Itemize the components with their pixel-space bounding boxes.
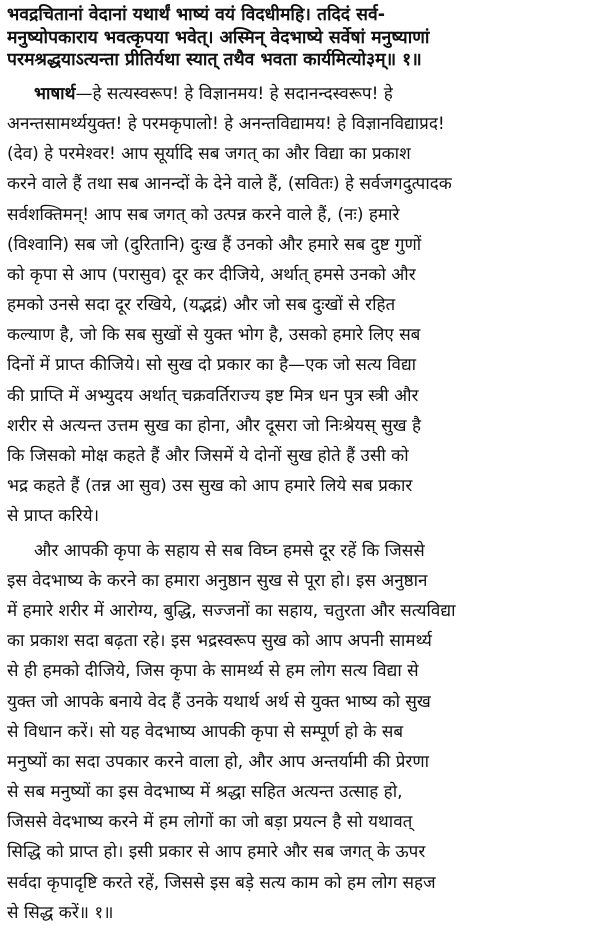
paragraph-line: कि जिसको मोक्ष कहते हैं और जिसमें ये दोनों सुख होते हैं उसी को (7, 446, 409, 467)
bhashartha-label: भाषार्थ (34, 83, 76, 104)
paragraph-line: का प्रकाश सदा बढ़ता रहे। इस भद्रस्वरूप सुख को आप अपनी सामर्थ्य (7, 631, 432, 652)
paragraph-line: में हमारे शरीर में आरोग्य, बुद्धि, सज्जनों का सहाय, चतुरता और सत्यविद्या (7, 600, 456, 621)
paragraph-line: सर्वदा कृपादृष्टि करते रहें, जिससे इस बड़े सत्य काम को हम लोग सहज (7, 872, 436, 893)
paragraph-line: से विधान करें। सो यह वेदभाष्य आपकी कृपा से सम्पूर्ण हो के सब (7, 721, 404, 742)
paragraph-line: सिद्धि को प्राप्त हो। इसी प्रकार से आप हमारे और सब जगत् के ऊपर (7, 842, 426, 863)
paragraph-line: को कृपा से आप (परासुव) दूर कर दीजिये, अर्थात् हमसे उनको और (7, 264, 416, 285)
paragraph-line: जिससे वेदभाष्य करने में हम लोगों का जो बड़ा प्रयत्न है सो यथावत् (7, 812, 413, 833)
paragraph-line: से सब मनुष्यों का इस वेदभाष्य में श्रद्धा सहित अत्यन्त उत्साह हो, (7, 782, 403, 803)
paragraph-line: और आपकी कृपा के सहाय से सब विघ्न हमसे दूर रहें कि जिससे (34, 540, 425, 561)
paragraph-line: से ही हमको दीजिये, जिस कृपा के सामर्थ्य से हम लोग सत्य विद्या से (7, 661, 419, 682)
second-paragraph (7, 536, 593, 928)
paragraph-line: की प्राप्ति में अभ्युदय अर्थात् चक्रवर्तिराज्य इष्ट मित्र धन पुत्र स्त्री और (7, 385, 419, 406)
paragraph-line: युक्त जो आपके बनाये वेद हैं उनके यथार्थ अर्थ से युक्त भाष्य को सुख (7, 691, 431, 712)
paragraph-line: कल्याण है, जो कि सब सुखों से युक्त भोग है, उसको हमारे लिए सब (7, 325, 421, 346)
paragraph-line: अनन्तसामर्थ्ययुक्त! हे परमकृपालो! हे अनन्तविद्यामय! हे विज्ञानविद्याप्रद! (7, 113, 445, 134)
paragraph-line: हमको उनसे सदा दूर रखिये, (यद्भद्रं) और जो सब दुःखों से रहित (7, 295, 396, 316)
sanskrit-line: परमश्रद्धयाऽत्यन्ता प्रीतिर्यथा स्यात् तथैव भवता कार्यमित्यो३म्॥ १॥ (7, 50, 422, 71)
paragraph-line: सर्वशक्तिमन्! आप सब जगत् को उत्पन्न करने वाले हैं, (नः) हमारे (7, 204, 400, 225)
paragraph-line: करने वाले हैं तथा सब आनन्दों के देने वाले हैं, (सवितः) हे सर्वजगदुत्पादक (7, 174, 452, 195)
paragraph-line: (विश्वानि) सब जो (दुरितानि) दुःख हैं उनको और हमारे सब दुष्ट गुणों (7, 234, 422, 255)
paragraph-line: से सिद्ध करें॥ १॥ (7, 902, 114, 923)
bhashartha-paragraph (7, 79, 593, 532)
paragraph-line: दिनों में प्राप्त कीजिये। सो सुख दो प्रकार का है—एक जो सत्य विद्या (7, 355, 417, 376)
paragraph-line: मनुष्यों का सदा उपकार करने वाला हो, और आप अन्तर्यामी की प्रेरणा (7, 751, 430, 772)
paragraph-line: इस वेदभाष्य के करने का हमारा अनुष्ठान सुख से पूरा हो। इस अनुष्ठान (7, 570, 428, 591)
bhashartha-first-line (7, 79, 593, 109)
sanskrit-line: मनुष्योपकाराय भवत्कृपया भवेत्। अस्मिन् वेदभाष्ये सर्वेषां मनुष्याणां (7, 27, 430, 48)
sanskrit-line: भवद्रचितानां वेदानां यथार्थं भाष्यं वयं विदधीमहि। तदिदं सर्व- (7, 5, 385, 25)
paragraph-line: से प्राप्त करिये। (7, 506, 100, 527)
sanskrit-verse (7, 4, 593, 72)
bhashartha-first-line-text: —हे सत्यस्वरूप! हे विज्ञानमय! हे सदानन्दस्वरूप! हे (75, 83, 393, 104)
paragraph-line: (देव) हे परमेश्वर! आप सूर्यादि सब जगत् का और विद्या का प्रकाश (7, 144, 411, 165)
paragraph-line: भद्र कहते हैं (तन्न आ सुव) उस सुख को आप हमारे लिये सब प्रकार (7, 476, 413, 497)
paragraph-line: शरीर से अत्यन्त उत्तम सुख का होना, और दूसरा जो निःश्रेयस् सुख है (7, 415, 421, 436)
